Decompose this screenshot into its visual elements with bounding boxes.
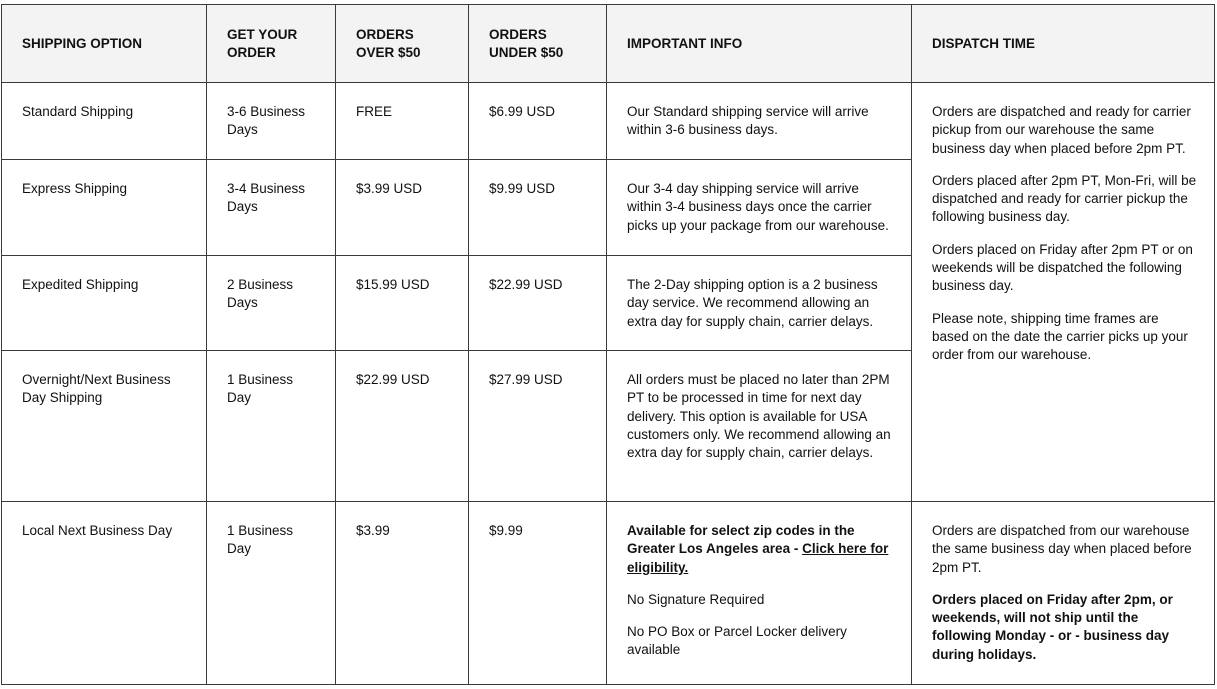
dispatch-paragraph: Orders are dispatched and ready for carrier pickup from our warehouse the same business day when placed before 2pm PT. (932, 104, 1191, 156)
header-orders-under-50: ORDERS UNDER $50 (469, 5, 607, 83)
eligibility-link[interactable]: Click here for eligibility. (627, 541, 889, 575)
header-orders-over-50: ORDERS OVER $50 (336, 5, 469, 83)
important-info-cell: The 2-Day shipping option is a 2 business day service. We recommend allowing an extra day for supply chain, carrier delays. (607, 256, 912, 351)
shipping-option-cell: Local Next Business Day (2, 502, 207, 685)
shipping-table (1, 4, 1215, 685)
shipping-option-cell: Express Shipping (2, 160, 207, 256)
signature-note: No Signature Required (627, 591, 765, 607)
dispatch-paragraph: Orders are dispatched from our warehouse the same business day when placed before 2pm PT. (932, 523, 1192, 575)
price-under-50-cell: $6.99 USD (469, 83, 607, 160)
header-shipping-option: SHIPPING OPTION (2, 5, 207, 83)
price-under-50-cell: $27.99 USD (469, 351, 607, 502)
price-over-50-cell: $22.99 USD (336, 351, 469, 502)
price-over-50-cell: $3.99 USD (336, 160, 469, 256)
delivery-time-cell: 1 Business Day (207, 351, 336, 502)
dispatch-paragraph: Please note, shipping time frames are based on the date the carrier picks up your order from our warehouse. (932, 310, 1188, 363)
header-row (2, 5, 1215, 83)
shipping-option-cell: Expedited Shipping (2, 256, 207, 351)
dispatch-weekend-note: Orders placed on Friday after 2pm, or weekends, will not ship until the following Monday - or - business day during holidays. (932, 591, 1173, 662)
eligibility-text: Available for select zip codes in the Greater Los Angeles area - (627, 523, 855, 557)
delivery-time-cell: 1 Business Day (207, 502, 336, 685)
dispatch-time-cell (912, 83, 1215, 502)
price-under-50-cell: $9.99 USD (469, 160, 607, 256)
shipping-option-cell: Standard Shipping (2, 83, 207, 160)
important-info-cell: All orders must be placed no later than 2PM PT to be processed in time for next day delivery. This option is available for USA customers only. We recommend allowing an extra day for supply chain, carrier delays. (607, 351, 912, 502)
price-over-50-cell: $15.99 USD (336, 256, 469, 351)
header-get-your-order: GET YOUR ORDER (207, 5, 336, 83)
price-under-50-cell: $9.99 (469, 502, 607, 685)
shipping-option-cell: Overnight/Next Business Day Shipping (2, 351, 207, 502)
delivery-time-cell: 2 Business Days (207, 256, 336, 351)
dispatch-paragraph: Orders placed on Friday after 2pm PT or on weekends will be dispatched the following business day. (932, 241, 1193, 294)
price-over-50-cell: $3.99 (336, 502, 469, 685)
po-box-note: No PO Box or Parcel Locker delivery available (627, 624, 847, 658)
header-dispatch-time: DISPATCH TIME (912, 5, 1215, 83)
price-over-50-cell: FREE (336, 83, 469, 160)
delivery-time-cell: 3-4 Business Days (207, 160, 336, 256)
price-under-50-cell: $22.99 USD (469, 256, 607, 351)
dispatch-paragraph: Orders placed after 2pm PT, Mon-Fri, will be dispatched and ready for carrier pickup the following business day. (932, 172, 1197, 225)
header-important-info: IMPORTANT INFO (607, 5, 912, 83)
eligibility-note (627, 522, 893, 577)
table-row-standard (2, 83, 1215, 160)
table-row-local (2, 502, 1215, 685)
dispatch-time-cell (912, 502, 1215, 685)
important-info-cell (607, 502, 912, 685)
important-info-cell: Our 3-4 day shipping service will arrive within 3-4 business days once the carrier picks up your package from our warehouse. (607, 160, 912, 256)
important-info-cell: Our Standard shipping service will arrive within 3-6 business days. (607, 83, 912, 160)
delivery-time-cell: 3-6 Business Days (207, 83, 336, 160)
